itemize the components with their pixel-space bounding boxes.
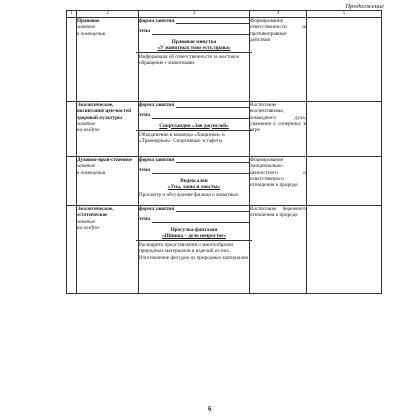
blank-line[interactable] [176,206,249,212]
topic-line [139,112,249,118]
task-cell: Формирование эмоционально-ценностного и ответственного отношения к природе [250,157,307,206]
column-header: 1 [67,11,77,18]
form-line [139,157,249,163]
direction-cell [77,206,139,294]
blank-cell [307,102,382,157]
blank-line[interactable] [176,157,249,163]
form-label: форма занятия [139,157,175,163]
blank-line[interactable] [176,18,249,24]
table-row [67,18,382,102]
form-line [139,206,249,212]
lesson-plan-table [66,10,382,294]
activity-name: «У животных тоже есть права» [157,44,231,51]
direction-place: занятие [77,120,96,127]
direction-place: на воздухе [77,224,100,231]
direction-place: на воздухе [77,127,100,134]
blank-line[interactable] [152,113,249,119]
activity-cell [139,206,250,294]
table-row [67,157,382,206]
direction-place: в помещении [77,30,106,37]
blank-cell [67,18,77,102]
blank-line[interactable] [152,29,249,35]
topic-label: тема [139,28,150,35]
form-line [139,102,249,108]
form-label: форма занятия [139,18,175,24]
direction-cell [77,102,139,157]
topic-label: тема [139,112,150,119]
table-row [67,206,382,294]
blank-line[interactable] [152,168,249,174]
activity-type: Правовая минутка [171,38,217,45]
form-line [139,18,249,24]
table-header-row [67,11,382,18]
task-cell: Воспитание бережного отношения к природе [250,206,307,294]
blank-line[interactable] [176,102,249,108]
direction-cell [77,18,139,102]
direction-title: Правовое [77,18,100,24]
activity-name: «Усы, лапы и хвосты» [167,183,221,190]
task-cell: Воспитание коллективизма, командного духа, уважения к сопернику в игре [250,102,307,157]
direction-title: Экологическое, эстетическое [77,206,114,219]
blank-cell [307,206,382,294]
direction-place: занятие [77,163,96,170]
form-label: форма занятия [139,206,175,212]
activity-cell [139,157,250,206]
column-header: 5 [307,11,382,18]
activity-cell [139,102,250,157]
blank-cell [307,18,382,102]
direction-place: занятие [77,24,96,31]
page-number: 6 [208,405,212,413]
topic-label: тема [139,216,150,223]
activity-info: Просмотр и обсуждение фильма о животных [139,192,239,199]
task-cell: Формирование ответственности за противоправные действия [250,18,307,102]
direction-title: Духовно-нрав-ственное [77,157,132,163]
form-label: форма занятия [139,102,175,108]
activity-name: Спортландия «Зов джунглей» [159,122,229,129]
column-header: 2 [77,11,139,18]
activity-info: Расширить представления о многообразии природных материалов и изделий из них. Изготовление фигурок из природных материалов [136,240,252,261]
blank-line[interactable] [152,217,249,223]
blank-cell [67,157,77,206]
topic-line [139,216,249,222]
blank-cell [67,102,77,157]
column-header: 4 [250,11,307,18]
activity-info: Информация об ответственности за жестокое обращение с животными [136,52,252,67]
topic-line [139,167,249,173]
direction-cell [77,157,139,206]
continuation-label: Продолжение [345,3,384,10]
topic-label: тема [139,167,150,174]
direction-place: в помещении [77,169,106,176]
activity-info: Объединение в команды «Хищники» и «Травоядные». Спортивные эстафеты [136,130,252,145]
direction-title: Экологическое, воспитание цен-ностей здоровой культуры [77,102,132,121]
blank-cell [67,206,77,294]
activity-type: Прогулка-фантазия [170,226,218,233]
activity-name: «Шишка – дело непростое» [161,232,227,239]
direction-place: занятие [77,218,96,225]
column-header: 3 [139,11,250,18]
activity-cell [139,18,250,102]
topic-line [139,28,249,34]
activity-type: Видеосалон [180,177,208,184]
blank-cell [307,157,382,206]
table-row [67,102,382,157]
